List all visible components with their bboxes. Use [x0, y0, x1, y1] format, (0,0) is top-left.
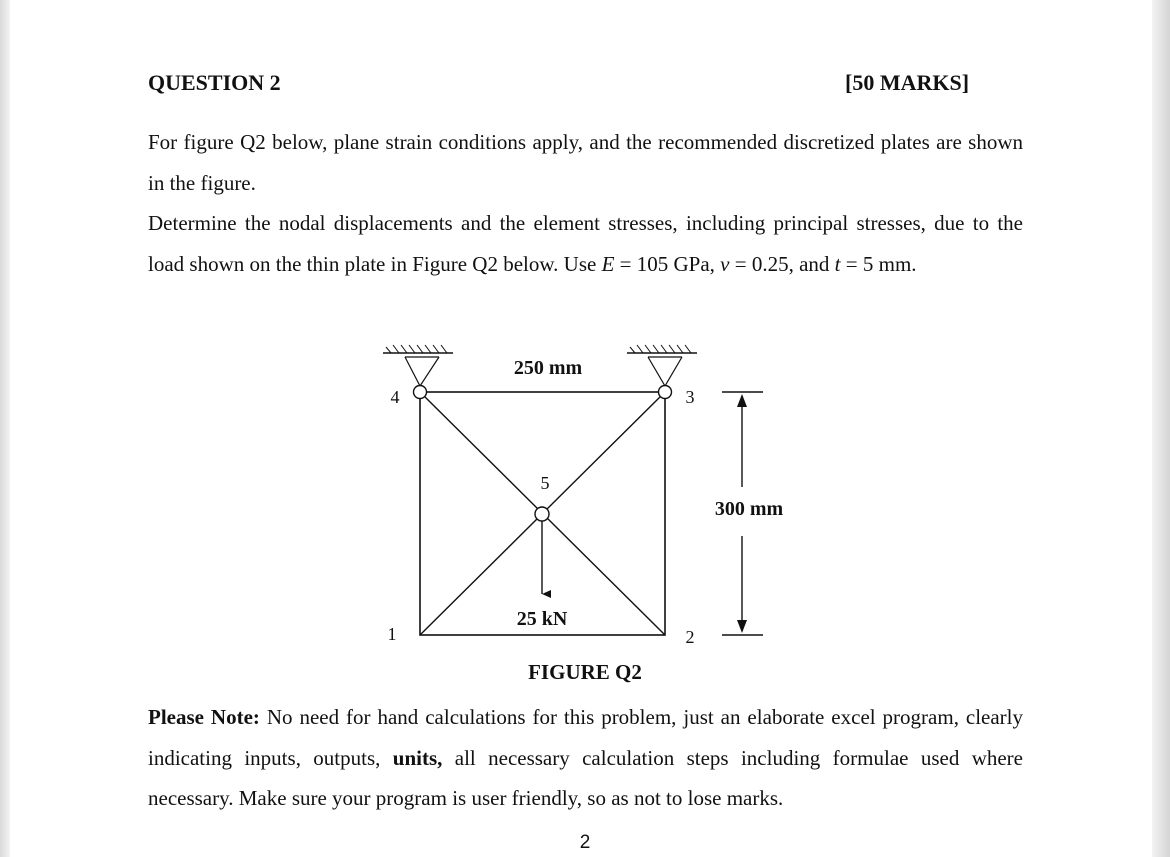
please-note-paragraph — [148, 697, 1023, 819]
poisson-value: = 0.25, and — [729, 251, 835, 276]
height-dimension-label: 300 mm — [714, 498, 784, 520]
load-label: 25 kN — [516, 608, 568, 630]
paragraph-2-text: Determine the nodal displacements and the element stresses, including principal stresses, due to the load shown on the thin plate in Figure Q2 below. Use — [148, 211, 1023, 276]
pin-support-node-4 — [383, 345, 453, 386]
note-text-1: No need for hand calculations for this problem, just an elaborate excel program, clearly indicating inputs, outputs, — [148, 705, 1024, 770]
node-label-4: 4 — [390, 387, 400, 407]
node-label-3: 3 — [685, 387, 695, 407]
problem-paragraph-1: For figure Q2 below, plane strain conditions apply, and the recommended discretized plates are shown in the figure. — [148, 130, 1023, 195]
thickness-value: = 5 mm. — [840, 251, 917, 276]
thickness-symbol: t — [834, 251, 841, 276]
page-number: 2 — [579, 832, 591, 853]
node-label-2: 2 — [685, 627, 695, 647]
pin-support-node-3 — [627, 345, 697, 386]
figure-caption-text: FIGURE Q2 — [528, 660, 642, 684]
modulus-value: = 105 GPa, — [614, 251, 721, 276]
figure-caption — [0, 660, 1170, 685]
note-units-word: units, — [392, 745, 443, 770]
node-label-5: 5 — [540, 473, 550, 493]
poisson-symbol: ν — [720, 251, 730, 276]
node-label-1: 1 — [387, 624, 397, 644]
note-text-2: all necessary calculation steps including formulae used where necessary. Make sure your program is user friendly, so as not to lose marks. — [148, 745, 1023, 810]
note-label: Please Note: — [148, 705, 260, 729]
node-4-marker — [414, 386, 427, 399]
modulus-symbol: E — [601, 251, 615, 276]
node-5-marker — [535, 507, 549, 521]
width-dimension-label: 250 mm — [513, 357, 583, 379]
question-marks: [50 MARKS] — [845, 70, 970, 95]
question-title: QUESTION 2 — [148, 70, 281, 95]
node-3-marker — [659, 386, 672, 399]
